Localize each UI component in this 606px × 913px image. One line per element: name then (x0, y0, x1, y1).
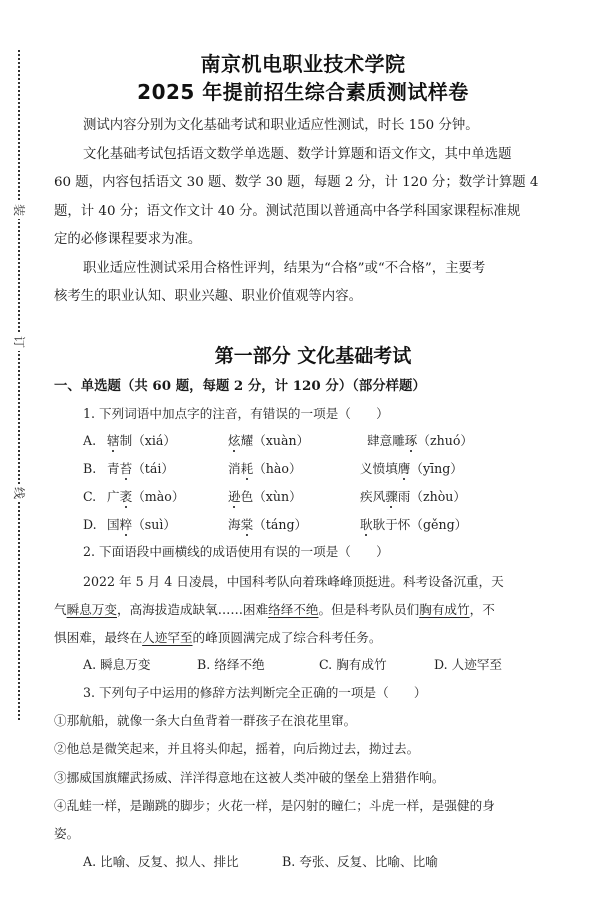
intro-p2-line-2: 60 题，内容包括语文 30 题、数学 30 题，每题 2 分，计 120 分；数学计算题 4 (54, 175, 539, 190)
binding-char-zhuang: 装 (10, 201, 28, 219)
q1-option-d-label: D. (83, 517, 97, 532)
q3-sentence-2: ②他总是微笑起来，并且将头仰起，摇着，向后拗过去，拗过去。 (54, 741, 420, 756)
q2-option-d: D. 人迹罕至 (434, 657, 503, 672)
q2-passage-line-1: 2022 年 5 月 4 日凌晨，中国科考队向着珠峰峰顶挺进。科考设备沉重，天 (83, 574, 504, 589)
underlined-idiom-4: 人迹罕至 (142, 630, 193, 645)
intro-paragraph-1: 测试内容分别为文化基础考试和职业适应性测试，时长 150 分钟。 (83, 118, 479, 133)
intro-p2-line-1: 文化基础考试包括语文数学单选题、数学计算题和语文作文，其中单选题 (83, 147, 512, 162)
q1-option-b-word-3: 义愤填膺（yīng） (360, 461, 463, 476)
q1-option-c-word-1: 广袤（mào） (107, 489, 185, 504)
q3-sentence-3: ③挪威国旗耀武扬威、洋洋得意地在这被人类冲破的堡垒上猎猎作响。 (54, 770, 445, 785)
q2-passage-line-3: 惧困难，最终在人迹罕至的峰顶圆满完成了综合科考任务。 (54, 630, 382, 645)
binding-char-ding: 订 (10, 333, 28, 351)
q1-option-b-label: B. (83, 461, 97, 476)
q3-option-a: A. 比喻、反复、拟人、排比 (83, 854, 239, 869)
q1-option-c-word-3: 疾风骤雨（zhòu） (360, 489, 467, 504)
q1-option-a-word-2: 炫耀（xuàn） (228, 433, 310, 448)
binding-dotted-line (18, 50, 20, 720)
exam-title: 2025 年提前招生综合素质测试样卷 (137, 80, 469, 104)
school-name: 南京机电职业技术学院 (200, 52, 406, 76)
q1-option-c-word-2: 逊色（xùn） (228, 489, 302, 504)
q3-sentence-4-line-2: 姿。 (54, 826, 80, 841)
q3-sentence-4-line-1: ④乱蛙一样，是蹦跳的脚步；火花一样，是闪射的瞳仁；斗虎一样，是强健的身 (54, 798, 495, 813)
intro-p3-line-1: 职业适应性测试采用合格性评判，结果为“合格”或“不合格”，主要考 (83, 261, 486, 276)
q1-option-b-word-1: 青苔（tái） (107, 461, 174, 476)
q2-stem: 2. 下面语段中画横线的成语使用有误的一项是（ ） (83, 544, 389, 559)
q1-option-d-word-1: 国粹（suì） (107, 517, 176, 532)
q2-option-c: C. 胸有成竹 (319, 657, 387, 672)
q1-option-a-word-1: 辖制（xiá） (107, 433, 177, 448)
q1-option-a-word-3: 肆意雕琢（zhuó） (367, 433, 474, 448)
q2-passage-line-2: 气瞬息万变，高海拔造成缺氧……困难络绎不绝。但是科考队员们胸有成竹，不 (54, 602, 495, 617)
q2-option-a: A. 瞬息万变 (83, 657, 151, 672)
q3-sentence-1: ①那航船，就像一条大白鱼背着一群孩子在浪花里窜。 (54, 713, 357, 728)
underlined-idiom-2: 络绎不绝 (268, 602, 319, 617)
underlined-idiom-1: 瞬息万变 (66, 602, 117, 617)
underlined-idiom-3: 胸有成竹 (419, 602, 470, 617)
intro-p2-line-3: 题，计 40 分；语文作文计 40 分。测试范围以普通高中各学科国家课程标准规 (54, 204, 521, 219)
q3-option-b: B. 夸张、反复、比喻、比喻 (282, 854, 438, 869)
binding-char-xian: 线 (10, 484, 28, 502)
q1-option-a-label: A. (83, 433, 97, 448)
q1-option-d-word-3: 耿耿于怀（gěng） (360, 517, 468, 532)
section-heading-single-choice: 一、单选题（共 60 题，每题 2 分，计 120 分）（部分样题） (54, 378, 426, 394)
q1-option-b-word-2: 消耗（hào） (228, 461, 302, 476)
part-one-title: 第一部分 文化基础考试 (214, 345, 412, 367)
q1-option-d-word-2: 海棠（táng） (228, 517, 308, 532)
intro-p3-line-2: 核考生的职业认知、职业兴趣、职业价值观等内容。 (54, 289, 362, 304)
q3-stem: 3. 下列句子中运用的修辞方法判断完全正确的一项是（ ） (83, 685, 427, 700)
intro-p2-line-4: 定的必修课程要求为准。 (54, 232, 202, 247)
q1-stem: 1. 下列词语中加点字的注音，有错误的一项是（ ） (83, 406, 389, 421)
q2-option-b: B. 络绎不绝 (197, 657, 265, 672)
q1-option-c-label: C. (83, 489, 97, 504)
